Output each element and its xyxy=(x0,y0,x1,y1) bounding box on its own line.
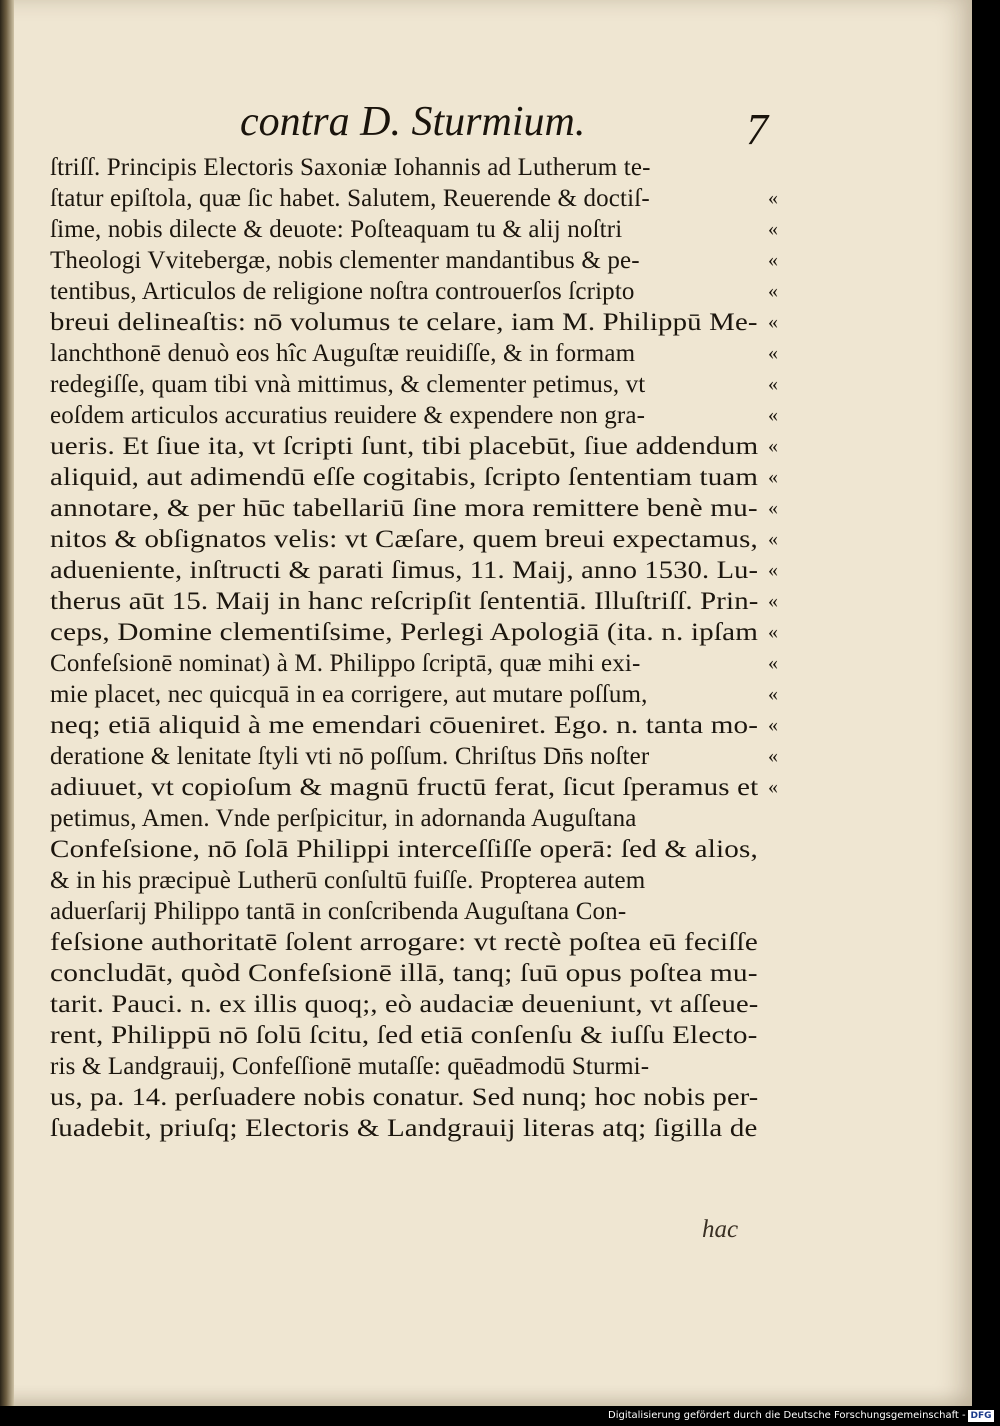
text-line xyxy=(50,462,810,493)
marginal-quote-mark: « xyxy=(768,187,778,209)
text-line xyxy=(50,1020,810,1051)
text-line xyxy=(50,617,810,648)
credit-text: Digitalisierung gefördert durch die Deutsche Forschungsgemeinschaft - xyxy=(608,1410,966,1421)
marginal-quote-mark: « xyxy=(768,435,778,457)
marginal-quote-mark: « xyxy=(768,559,778,581)
line-text: neq; etiā aliquid à me emendari cōueniret. Ego. n. tanta mo- xyxy=(50,712,759,739)
line-text: breui delineaſtis: nō volumus te celare, iam M. Philippū Me- xyxy=(50,309,758,336)
line-text: Theologi Vvitebergæ, nobis clementer mandantibus & pe- xyxy=(50,247,640,274)
text-line xyxy=(50,648,810,679)
page-number: 7 xyxy=(746,105,768,154)
marginal-quote-mark: « xyxy=(768,404,778,426)
text-line xyxy=(50,493,810,524)
line-text: & in his præcipuè Lutherū conſultū fuiſſe. Propterea autem xyxy=(50,867,646,894)
text-line xyxy=(50,586,810,617)
line-text: deratione & lenitate ſtyli vti nō poſſum. Chriſtus Dn̄s noſter xyxy=(50,743,650,770)
marginal-quote-mark: « xyxy=(768,373,778,395)
line-text: concludāt, quòd Confeſsionē illā, tanq; ſuū opus poſtea mu- xyxy=(50,960,758,987)
text-line xyxy=(50,214,810,245)
line-text: Confeſsione, nō ſolā Philippi interceſſiſſe operā: ſed & alios, xyxy=(50,836,758,863)
line-text: petimus, Amen. Vnde perſpicitur, in adornanda Auguſtana xyxy=(50,805,637,832)
line-text: ſtriſſ. Principis Electoris Saxoniæ Iohannis ad Lutherum te- xyxy=(50,154,651,181)
text-line xyxy=(50,741,810,772)
catchword: hac xyxy=(702,1216,739,1243)
text-line xyxy=(50,369,810,400)
text-line xyxy=(50,400,810,431)
marginal-quote-mark: « xyxy=(768,528,778,550)
body-text xyxy=(50,152,810,1144)
line-text: mie placet, nec quicquā in ea corrigere, aut mutare poſſum, xyxy=(50,681,648,708)
text-line xyxy=(50,1113,810,1144)
text-line xyxy=(50,710,810,741)
page-gutter xyxy=(0,0,14,1406)
text-line xyxy=(50,896,810,927)
text-line xyxy=(50,803,810,834)
marginal-quote-mark: « xyxy=(768,776,778,798)
text-line xyxy=(50,989,810,1020)
text-line xyxy=(50,152,810,183)
line-text: ueris. Et ſiue ita, vt ſcripti ſunt, tibi placebūt, ſiue addendum xyxy=(50,433,759,460)
line-text: rent, Philippū nō ſolū ſcitu, ſed etiā conſenſu & iuſſu Electo- xyxy=(50,1022,758,1049)
line-text: feſsione authoritatē ſolent arrogare: vt rectè poſtea eū feciſſe xyxy=(50,929,758,956)
text-line xyxy=(50,338,810,369)
marginal-quote-mark: « xyxy=(768,652,778,674)
line-text: ris & Landgrauij, Confeſſionē mutaſſe: quēadmodū Sturmi- xyxy=(50,1053,650,1080)
text-line xyxy=(50,679,810,710)
line-text: therus aūt 15. Maij in hanc reſcripſit ſententiā. Illuſtriſſ. Prin- xyxy=(50,588,759,615)
line-text: tentibus, Articulos de religione noſtra controuerſos ſcripto xyxy=(50,278,635,305)
line-text: ceps, Domine clementiſsime, Perlegi Apologiā (ita. n. ipſam xyxy=(50,619,759,646)
text-line xyxy=(50,772,810,803)
line-text: annotare, & per hūc tabellariū ſine mora remittere benè mu- xyxy=(50,495,758,522)
line-text: redegiſſe, quam tibi vnà mittimus, & clementer petimus, vt xyxy=(50,371,646,398)
line-text: lanchthonē denuò eos hîc Auguſtæ reuidiſſe, & in formam xyxy=(50,340,636,367)
text-line xyxy=(50,555,810,586)
text-line xyxy=(50,431,810,462)
marginal-quote-mark: « xyxy=(768,311,778,333)
text-line xyxy=(50,834,810,865)
marginal-quote-mark: « xyxy=(768,621,778,643)
digitization-credit xyxy=(600,1408,998,1424)
text-line xyxy=(50,276,810,307)
marginal-quote-mark: « xyxy=(768,590,778,612)
line-text: ſime, nobis dilecte & deuote: Poſteaquam tu & alij noſtri xyxy=(50,216,623,243)
marginal-quote-mark: « xyxy=(768,249,778,271)
text-line xyxy=(50,183,810,214)
line-text: ſuadebit, priuſq; Electoris & Landgrauij literas atq; ſigilla de xyxy=(50,1115,758,1142)
marginal-quote-mark: « xyxy=(768,218,778,240)
text-line xyxy=(50,1051,810,1082)
marginal-quote-mark: « xyxy=(768,342,778,364)
line-text: nitos & obſignatos velis: vt Cæſare, quem breui expectamus, xyxy=(50,526,758,553)
text-line xyxy=(50,1082,810,1113)
text-line xyxy=(50,958,810,989)
line-text: tarit. Pauci. n. ex illis quoq;, eò audaciæ deueniunt, vt aſſeue- xyxy=(50,991,759,1018)
line-text: ſtatur epiſtola, quæ ſic habet. Salutem, Reuerende & doctiſ- xyxy=(50,185,650,212)
line-text: eoſdem articulos accuratius reuidere & expendere non gra- xyxy=(50,402,646,429)
marginal-quote-mark: « xyxy=(768,280,778,302)
marginal-quote-mark: « xyxy=(768,714,778,736)
line-text: Confeſsionē nominat) à M. Philippo ſcriptā, quæ mihi exi- xyxy=(50,650,641,677)
marginal-quote-mark: « xyxy=(768,683,778,705)
marginal-quote-mark: « xyxy=(768,466,778,488)
text-line xyxy=(50,865,810,896)
running-title: contra D. Sturmium. xyxy=(240,99,586,145)
text-line xyxy=(50,245,810,276)
text-line xyxy=(50,927,810,958)
dfg-logo: DFG xyxy=(968,1410,994,1422)
text-line xyxy=(50,524,810,555)
line-text: adueniente, inſtructi & parati ſimus, 11. Maij, anno 1530. Lu- xyxy=(50,557,759,584)
line-text: aliquid, aut adimendū eſſe cogitabis, ſcripto ſententiam tuam xyxy=(50,464,759,491)
line-text: adiuuet, vt copioſum & magnū fructū ferat, ſicut ſperamus et xyxy=(50,774,759,801)
marginal-quote-mark: « xyxy=(768,497,778,519)
marginal-quote-mark: « xyxy=(768,745,778,767)
line-text: us, pa. 14. perſuadere nobis conatur. Sed nunq; hoc nobis per- xyxy=(50,1084,759,1111)
line-text: aduerſarij Philippo tantā in conſcribenda Auguſtana Con- xyxy=(50,898,627,925)
text-line xyxy=(50,307,810,338)
